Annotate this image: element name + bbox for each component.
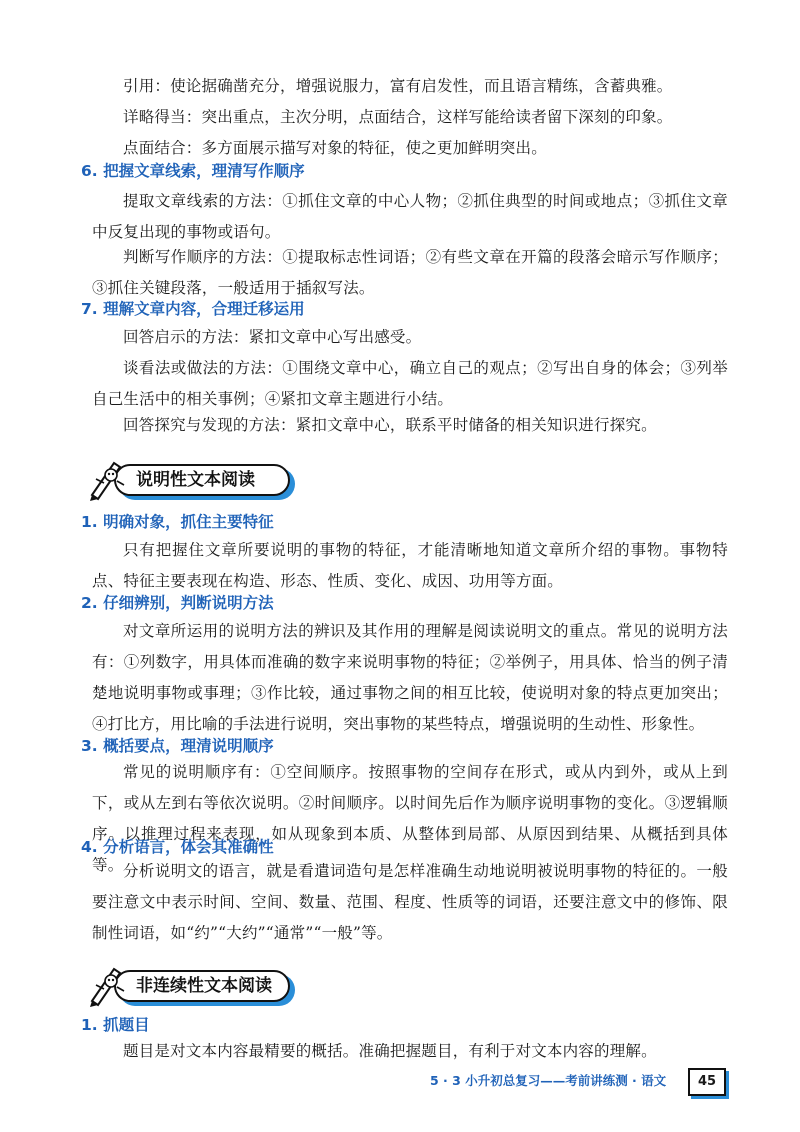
paragraph-expository-1: 只有把握住文章所要说明的事物的特征，才能清晰地知道文章所介绍的事物。事物特点、特征主要表现在构造、形态、性质、变化、成因、功用等方面。 <box>92 541 728 590</box>
paragraph-expository-2: 对文章所运用的说明方法的辨识及其作用的理解是阅读说明文的重点。常见的说明方法有：①列数字，用具体而准确的数字来说明事物的特征；②举例子，用具体、恰当的例子清楚地说明事物或事理；③作比较，通过事物之间的相互比较，使说明对象的特点更加突出；④打比方，用比喻的手法进行说明，突出事物的某些特点，增强说明的生动性、形象性。 <box>92 622 728 733</box>
heading-item-7: 7. 理解文章内容，合理迁移运用 <box>81 300 305 318</box>
paragraph-order-method: 判断写作顺序的方法：①提取标志性词语；②有些文章在开篇的段落会暗示写作顺序；③抓住关键段落，一般适用于插叙写法。 <box>92 248 728 297</box>
paragraph-detail: 详略得当：突出重点，主次分明，点面结合，这样写能给读者留下深刻的印象。 <box>123 108 673 126</box>
page-number: 45 <box>688 1068 726 1096</box>
paragraph-expository-3: 常见的说明顺序有：①空间顺序。按照事物的空间存在形式，或从内到外，或从上到下，或从左到右等依次说明。②时间顺序。以时间先后作为顺序说明事物的变化。③逻辑顺序。以推理过程来表现，如从现象到本质、从整体到局部、从原因到结果、从概括到具体等。 <box>92 763 728 874</box>
paragraph-noncontinuous-1: 题目是对文本内容最精要的概括。准确把握题目，有利于对文本内容的理解。 <box>123 1042 657 1060</box>
pencil-mascot-icon <box>84 961 128 1009</box>
paragraph-opinion: 谈看法或做法的方法：①围绕文章中心，确立自己的观点；②写出自身的体会；③列举自己生活中的相关事例；④紧扣文章主题进行小结。 <box>92 359 728 408</box>
heading-expository-3: 3. 概括要点，理清说明顺序 <box>81 737 274 755</box>
section-title-noncontinuous: 非连续性文本阅读 <box>136 976 272 996</box>
footer-book-title: 5 · 3 小升初总复习——考前讲练测 · 语文 <box>430 1073 667 1088</box>
pencil-mascot-icon <box>84 455 128 503</box>
paragraph-expository-4: 分析说明文的语言，就是看遣词造句是怎样准确生动地说明被说明事物的特征的。一般要注意文中表示时间、空间、数量、范围、程度、性质等的词语，还要注意文中的修饰、限制性词语，如“约”“大约”“通常”“一般”等。 <box>92 862 728 942</box>
paragraph-quote: 引用：使论据确凿充分，增强说服力，富有启发性，而且语言精练，含蓄典雅。 <box>123 77 673 95</box>
paragraph-point-surface: 点面结合：多方面展示描写对象的特征，使之更加鲜明突出。 <box>123 139 547 157</box>
paragraph-inspiration: 回答启示的方法：紧扣文章中心写出感受。 <box>123 328 422 346</box>
heading-expository-2: 2. 仔细辨别，判断说明方法 <box>81 594 274 612</box>
heading-expository-1: 1. 明确对象，抓住主要特征 <box>81 513 274 531</box>
section-badge-expository <box>84 455 324 503</box>
section-title-expository: 说明性文本阅读 <box>136 470 255 490</box>
paragraph-inquiry: 回答探究与发现的方法：紧扣文章中心，联系平时储备的相关知识进行探究。 <box>123 416 657 434</box>
heading-expository-4: 4. 分析语言，体会其准确性 <box>81 838 274 856</box>
heading-item-6: 6. 把握文章线索，理清写作顺序 <box>81 162 305 180</box>
section-badge-noncontinuous <box>84 961 324 1009</box>
paragraph-clue-method: 提取文章线索的方法：①抓住文章的中心人物；②抓住典型的时间或地点；③抓住文章中反复出现的事物或语句。 <box>92 192 728 241</box>
heading-noncontinuous-1: 1. 抓题目 <box>81 1016 150 1034</box>
